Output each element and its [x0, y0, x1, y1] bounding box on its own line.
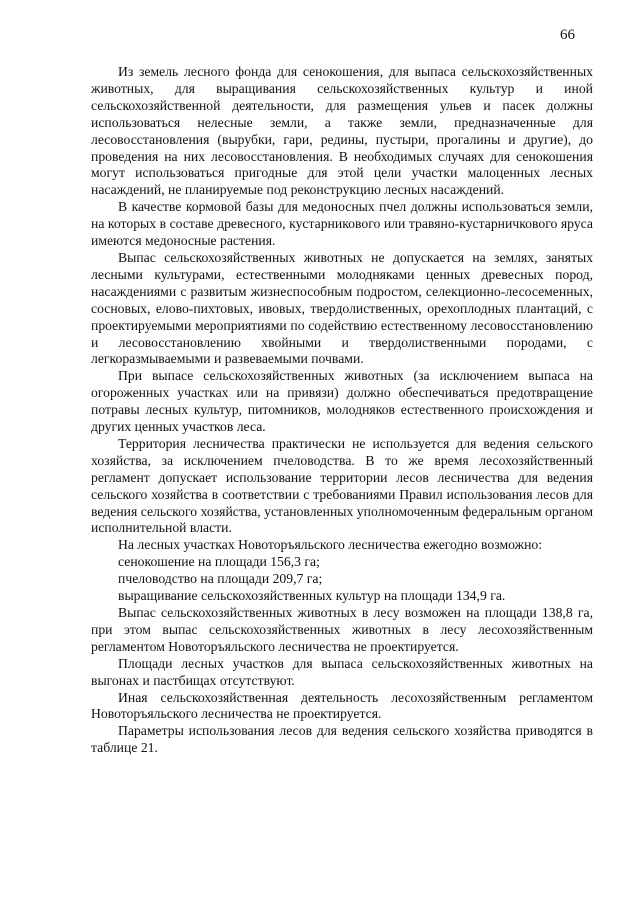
- paragraph-territory-use: Территория лесничества практически не используется для ведения сельского хозяйства, за исключением пчеловодства. В то же время лесохозяйственный регламент допускает использование территории лесов лесничества для ведения сельского хозяйства в соответствии с требованиями Правил использования лесов для ведения сельского хозяйства, установленных уполномоченным федеральным органом исполнительной власти.: [91, 435, 593, 536]
- paragraph-grazing-restrictions: Выпас сельскохозяйственных животных не допускается на землях, занятых лесными культурами, естественными молодняками ценных древесных пород, насаждениями с развитым жизнеспособным подростом, селекционно-лесосеменных, сосновых, елово-пихтовых, ивовых, твердолиственных, орехоплодных плантаций, с проектируемыми мероприятиями по содействию естественному лесовосстановлению и лесовосстановлению хвойными и твердолиственными породами, с легкоразмываемыми и развеваемыми почвами.: [91, 249, 593, 367]
- paragraph-bee-forage: В качестве кормовой базы для медоносных пчел должны использоваться земли, на которых в составе древесного, кустарникового или травяно-кустарничкового яруса имеются медоносные растения.: [91, 199, 593, 249]
- paragraph-table-reference: Параметры использования лесов для ведения сельского хозяйства приводятся в таблице 21.: [91, 723, 593, 756]
- page-number: 66: [560, 27, 575, 43]
- paragraph-other-activity: Иная сельскохозяйственная деятельность лесохозяйственным регламентом Новоторъяльского лесничества не проектируется.: [91, 689, 593, 722]
- document-body: [91, 64, 593, 757]
- paragraph-pastures: Площади лесных участков для выпаса сельскохозяйственных животных на выгонах и пастбищах отсутствуют.: [91, 655, 593, 688]
- paragraph-grazing-protection: При выпасе сельскохозяйственных животных (за исключением выпаса на огороженных участках или на привязи) должно обеспечиваться предотвращение потравы лесных культур, питомников, молодняков естественного происхождения и других ценных участков леса.: [91, 368, 593, 435]
- list-item-beekeeping: пчеловодство на площади 209,7 га;: [118, 571, 323, 587]
- paragraph-grazing-area: Выпас сельскохозяйственных животных в лесу возможен на площади 138,8 га, при этом выпас сельскохозяйственных животных в лесу лесохозяйственным регламентом Новоторъяльского лесничества не проектируется.: [91, 605, 593, 654]
- list-item-haymaking: сенокошение на площади 156,3 га;: [118, 554, 320, 570]
- list-item-crops: выращивание сельскохозяйственных культур на площади 134,9 га.: [118, 588, 506, 604]
- paragraph-land-use: Из земель лесного фонда для сенокошения, для выпаса сельскохозяйственных животных, для выращивания сельскохозяйственных культур и иной сельскохозяйственной деятельности, для размещения ульев и пасек должны использоваться нелесные земли, а также земли, предназначенные для лесовосстановления (вырубки, гари, редины, пустыри, прогалины и другие), до проведения на них лесовосстановления. В необходимых случаях для сенокошения могут использоваться пригодные для этой цели участки малоценных лесных насаждений, не планируемые под реконструкцию лесных насаждений.: [91, 64, 593, 198]
- list-intro: На лесных участках Новоторъяльского лесничества ежегодно возможно:: [118, 537, 543, 553]
